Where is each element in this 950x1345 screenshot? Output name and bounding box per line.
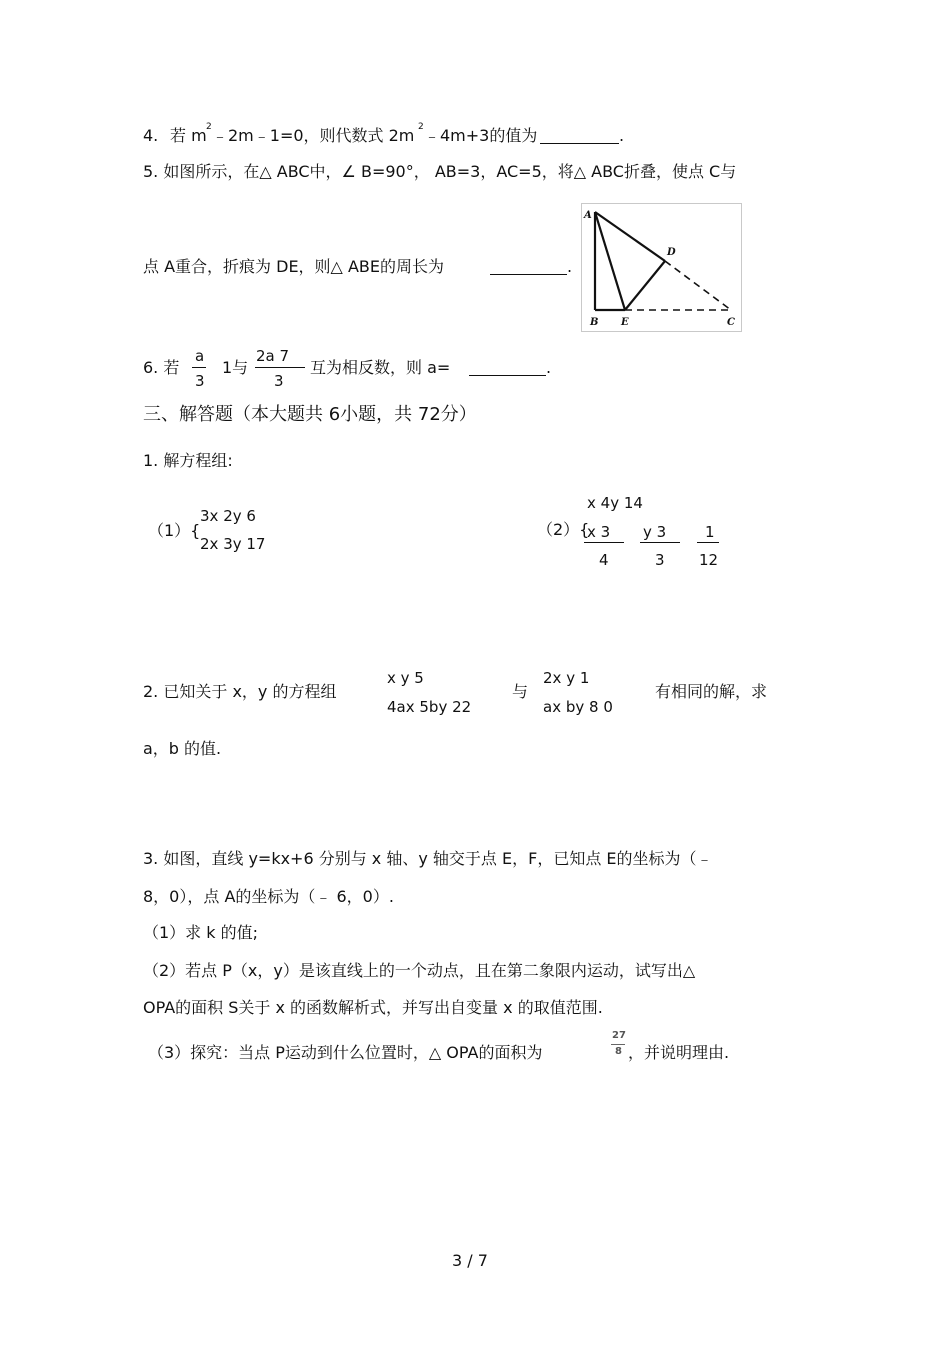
p2-text-2: 有相同的解，求 — [655, 682, 768, 701]
label-e: E — [621, 317, 629, 328]
p1-system2-frac3-denominator: 12 — [699, 551, 719, 569]
q6-answer-blank — [469, 375, 546, 376]
p2-line-2: a，b 的值. — [143, 739, 222, 758]
p3-line-2: 8，0），点 A的坐标为（﹣ 6，0）. — [143, 887, 394, 906]
q6-mid-text: 1与 — [222, 358, 249, 377]
q6-text: 互为相反数，则 a= — [310, 358, 451, 377]
q4-text-3: ﹣4m+3的值为 — [424, 126, 538, 145]
q4-text-2: ﹣2m﹣1=0，则代数式 2m — [212, 126, 415, 145]
p1-system1-brace: （1）{ — [148, 521, 201, 540]
q5-line-2: 点 A重合，折痕为 DE，则△ ABE的周长为 — [143, 257, 444, 276]
p1-system2-frac2-denominator: 3 — [655, 551, 665, 569]
q5-end: . — [567, 257, 573, 276]
q5-line-1: 5. 如图所示，在△ ABC中，∠ B=90°， AB=3，AC=5，将△ ABC折叠，使点 C与 — [143, 162, 737, 181]
p1-system2-frac3-numerator: 1 — [705, 523, 715, 541]
p2-system1-row2: 4ax 5by 22 — [387, 698, 472, 716]
q4-text-1: 若 m — [170, 126, 207, 145]
p1-system2-frac1-bar — [584, 542, 624, 543]
label-b: B — [590, 317, 599, 328]
q5-answer-blank — [490, 274, 567, 275]
p1-system2-brace: （2）{ — [537, 520, 590, 539]
p1-system1-row2: 2x 3y 17 — [200, 535, 266, 553]
q5-triangle-figure — [581, 203, 742, 332]
p1-system2-row1: x 4y 14 — [587, 494, 643, 512]
label-a: A — [584, 210, 592, 221]
q6-frac2-numerator: 2a 7 — [256, 347, 290, 365]
q4-answer-blank — [540, 143, 619, 144]
q6-frac1-denominator: 3 — [195, 372, 205, 390]
section-3-heading: 三、解答题（本大题共 6小题，共 72分） — [143, 404, 477, 425]
p1-system2-frac1-numerator: x 3 — [587, 523, 611, 541]
q4-end: . — [619, 126, 625, 145]
q6-frac1-bar — [192, 367, 206, 368]
label-c: C — [727, 317, 735, 328]
p1-system2-frac3-bar — [697, 542, 719, 543]
label-d: D — [667, 247, 676, 258]
q6-frac2-denominator: 3 — [274, 372, 284, 390]
p3-sub-3b: ，并说明理由. — [628, 1043, 730, 1062]
p1-system2-frac2-bar — [640, 542, 680, 543]
p2-system2-row1: 2x y 1 — [543, 669, 590, 687]
p1-title: 1. 解方程组: — [143, 451, 233, 470]
p3-frac-numerator: 27 — [612, 1030, 626, 1041]
q4-superscript-1: 2 — [206, 122, 212, 132]
q6-end: . — [546, 358, 552, 377]
p2-system1-row1: x y 5 — [387, 669, 424, 687]
p2-text-1: 2. 已知关于 x，y 的方程组 — [143, 682, 337, 701]
p3-sub-1: （1）求 k 的值; — [143, 923, 259, 942]
p3-line-1: 3. 如图，直线 y=kx+6 分别与 x 轴、y 轴交于点 E，F，已知点 E的坐标为（﹣ — [143, 849, 713, 868]
q6-frac1-numerator: a — [195, 347, 205, 365]
p2-mid: 与 — [512, 682, 529, 701]
p3-sub-2b: OPA的面积 S关于 x 的函数解析式，并写出自变量 x 的取值范围. — [143, 998, 603, 1017]
p1-system2-frac2-numerator: y 3 — [643, 523, 667, 541]
p3-frac-bar — [611, 1044, 625, 1045]
q6-frac2-bar — [255, 367, 305, 368]
q4-number: 4. — [143, 126, 159, 145]
p2-system2-row2: ax by 8 0 — [543, 698, 613, 716]
p3-sub-2a: （2）若点 P（x，y）是该直线上的一个动点，且在第二象限内运动，试写出△ — [143, 961, 696, 980]
p3-sub-3a: （3）探究：当点 P运动到什么位置时，△ OPA的面积为 — [148, 1043, 543, 1062]
q6-number: 6. 若 — [143, 358, 180, 377]
p3-frac-denominator: 8 — [615, 1046, 622, 1057]
p1-system2-frac1-denominator: 4 — [599, 551, 609, 569]
q4-superscript-2: 2 — [418, 122, 424, 132]
page-number: 3 / 7 — [452, 1251, 488, 1270]
p1-system1-row1: 3x 2y 6 — [200, 507, 256, 525]
